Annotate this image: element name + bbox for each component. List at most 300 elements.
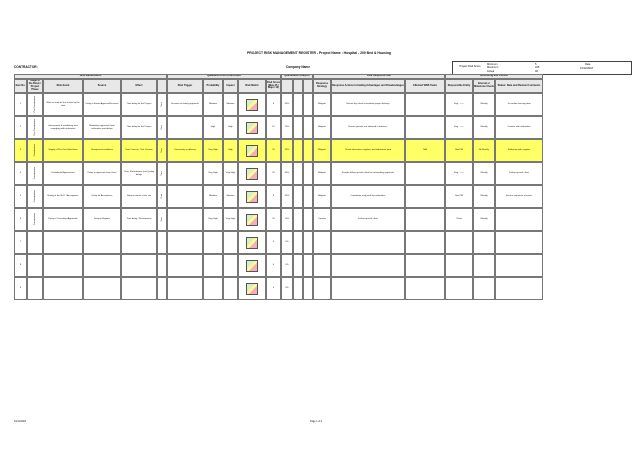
table-row-8-response_actions [331, 254, 405, 277]
table-row-7-interval [473, 231, 495, 254]
table-row-7-risk_matrix [238, 231, 266, 254]
cell-impact: High [228, 126, 233, 129]
column-header-label: Affected WBS Tasks [412, 83, 438, 87]
cell-interval: Weekly [480, 195, 488, 198]
table-row-8-risk_matrix [238, 254, 266, 277]
table-row-3-risk_matrix [238, 139, 266, 162]
risk-matrix-chart [246, 99, 258, 111]
cell-effect: Time Overrun, Cost Overrun [125, 149, 153, 152]
column-header-label: Stage In the Basic / Project Phase [28, 79, 42, 91]
table-row-8-trigger [157, 254, 167, 277]
table-row-4-interval [473, 162, 495, 185]
table-row-8-response_strategy [313, 254, 331, 277]
cell-affected: N/A [423, 149, 427, 152]
table-row-1-risk_score [266, 93, 281, 116]
cell-actions: Coordinate early with the authorities [350, 195, 386, 198]
table-row-3-blank1 [293, 139, 303, 162]
table-row-8-status [495, 254, 543, 277]
cell-interval: Weekly [480, 218, 488, 221]
table-row-4-item [14, 162, 27, 185]
cell-actions: Ensure permits are obtained in advance [348, 126, 388, 129]
cell-strategy: Mitigate [318, 195, 326, 198]
column-header-source [83, 79, 121, 93]
score-actual-label: Actual [487, 69, 495, 73]
cell-risk_event: Delay of Consultant Approvals [48, 218, 78, 221]
table-row-4-impact [223, 162, 238, 185]
cell-item: 3 [19, 149, 22, 152]
table-row-5-source [83, 185, 121, 208]
table-row-6-risk_score [266, 208, 281, 231]
project-risk-score-box [452, 61, 632, 75]
column-header-label: Status: Date and Review Comments [497, 83, 541, 87]
table-row-4-probability [203, 162, 223, 185]
score-max-value: 225 [535, 66, 540, 69]
table-row-1-effect [121, 93, 157, 116]
cell-score: 0 [272, 241, 275, 244]
table-row-9-blank1 [293, 277, 303, 300]
table-row-8-responsible [445, 254, 473, 277]
table-row-2-item [14, 116, 27, 139]
column-header-effect [121, 79, 157, 93]
table-row-8-blank1 [293, 254, 303, 277]
table-row-3-risk_event [43, 139, 83, 162]
cell-score: 9 [272, 103, 275, 106]
table-row-3-affected_wbs [405, 139, 445, 162]
table-row-3-trigger_detail [167, 139, 203, 162]
table-row-3-responsible [445, 139, 473, 162]
table-row-4-stage [27, 162, 43, 185]
table-row-7-risk_event [43, 231, 83, 254]
cell-pct: 0% [285, 241, 289, 244]
table-row-2-effect [121, 116, 157, 139]
column-header-item [14, 79, 27, 93]
table-row-8-source [83, 254, 121, 277]
table-row-2-status [495, 116, 543, 139]
table-row-5-trigger_detail [167, 185, 203, 208]
table-row-1-source [83, 93, 121, 116]
cell-strategy: Mitigate [318, 172, 326, 175]
column-header-response_strategy [313, 79, 331, 93]
column-header-label: Impact [226, 83, 235, 87]
cell-source: Delay in Estate Approval/Decision [85, 103, 119, 106]
cell-impact: High [228, 149, 233, 152]
table-row-3-blank2 [303, 139, 313, 162]
cell-pct: 60% [284, 172, 290, 175]
cell-risk_event: Confidential Agreements [51, 172, 75, 175]
column-header-impact [223, 79, 238, 93]
table-row-1-trigger [157, 93, 167, 116]
column-header-affected_wbs [405, 79, 445, 93]
table-row-2-affected_wbs [405, 116, 445, 139]
table-row-6-trigger_detail [167, 208, 203, 231]
table-row-1-probability [203, 93, 223, 116]
table-row-6-blank2 [303, 208, 313, 231]
table-row-6-affected_wbs [405, 208, 445, 231]
cell-item: 9 [19, 287, 22, 290]
cell-score: 9 [272, 195, 275, 198]
project-risk-score-label: Project Risk Score [459, 65, 481, 68]
table-row-9-item [14, 277, 27, 300]
cell-trigger_detail: Decision on timely approvals [171, 103, 199, 106]
risk-matrix-chart [246, 260, 258, 272]
cell-score: 20 [272, 149, 275, 152]
cell-effect: Time, Performance and Quality delays [123, 170, 155, 176]
column-header-response_actions [331, 79, 405, 93]
table-row-5-response_strategy [313, 185, 331, 208]
table-row-3-response_actions [331, 139, 405, 162]
table-row-5-blank1 [293, 185, 303, 208]
cell-score: 0 [272, 287, 275, 290]
column-header-label: Risk Score (Max 25 / Major 10) [267, 80, 280, 90]
table-row-9-impact [223, 277, 238, 300]
table-row-3-response_strategy [313, 139, 331, 162]
table-row-1-responsible [445, 93, 473, 116]
table-row-6-probability [203, 208, 223, 231]
table-row-3-pct [281, 139, 293, 162]
table-row-7-response_strategy [313, 231, 331, 254]
table-row-9-status [495, 277, 543, 300]
footer-date: 10/12/2018 [14, 420, 26, 423]
cell-risk_event: Government & mandatory fees complying with authorities [48, 124, 78, 130]
cell-probability: Very High [208, 172, 218, 175]
cell-status: Follow-up with client [509, 172, 529, 175]
table-row-2-trigger [157, 116, 167, 139]
table-row-7-responsible [445, 231, 473, 254]
table-row-3-trigger [157, 139, 167, 162]
table-row-2-response_actions [331, 116, 405, 139]
table-row-5-stage [27, 185, 43, 208]
table-row-7-source [83, 231, 121, 254]
column-header-blank2 [303, 79, 313, 93]
cell-impact: Very High [225, 172, 236, 175]
column-header-label: Source [97, 83, 107, 87]
cell-pct: 0% [285, 287, 289, 290]
table-row-2-source [83, 116, 121, 139]
cell-actions: Ensure key client to facilitate project delivery [346, 103, 390, 106]
table-row-2-stage [27, 116, 43, 139]
column-header-label: Effect [135, 83, 143, 87]
table-row-2-risk_score [266, 116, 281, 139]
table-row-6-response_strategy [313, 208, 331, 231]
cell-risk_event: Work on land for this estate by the start [46, 101, 80, 107]
column-header-responsible [445, 79, 473, 93]
cell-impact: Medium [226, 103, 235, 106]
table-row-5-effect [121, 185, 157, 208]
table-row-3-interval [473, 139, 495, 162]
risk-matrix-chart [246, 283, 258, 295]
score-actual-value: 90 [535, 69, 538, 73]
cell-trigger: Cost [160, 194, 163, 199]
table-row-9-interval [473, 277, 495, 300]
score-min-value: 5 [535, 62, 537, 66]
table-row-7-probability [203, 231, 223, 254]
table-row-7-effect [121, 231, 157, 254]
risk-matrix-chart [246, 191, 258, 203]
cell-trigger: Time [160, 102, 163, 107]
section-label: Monitoring and Control [480, 74, 508, 78]
table-row-9-response_actions [331, 277, 405, 300]
cell-responsible: Site PM [455, 149, 463, 152]
table-row-6-response_actions [331, 208, 405, 231]
risk-register-table [14, 74, 630, 307]
table-row-5-pct [281, 185, 293, 208]
column-header-pct [281, 79, 293, 93]
cell-responsible: Eng. ------ [454, 126, 464, 129]
table-row-1-impact [223, 93, 238, 116]
cell-effect: Time delay / Performance [126, 218, 152, 221]
cell-probability: Medium [209, 195, 217, 198]
table-row-2-response_strategy [313, 116, 331, 139]
cell-strategy: Mitigate [318, 103, 326, 106]
cell-status: To confirm housing data [507, 103, 531, 106]
section-label: Quantitative Analysis [284, 74, 310, 78]
cell-stage: Construction [33, 144, 36, 157]
table-row-4-effect [121, 162, 157, 185]
table-row-8-item [14, 254, 27, 277]
table-row-6-impact [223, 208, 238, 231]
cell-item: 2 [19, 126, 22, 129]
cell-item: 6 [19, 218, 22, 221]
cell-source: Delay in Reports [93, 218, 111, 221]
table-row-9-effect [121, 277, 157, 300]
cell-score: 25 [272, 218, 275, 221]
table-row-9-blank2 [303, 277, 313, 300]
table-row-9-risk_score [266, 277, 281, 300]
table-row-9-stage [27, 277, 43, 300]
table-row-4-blank1 [293, 162, 303, 185]
table-row-6-pct [281, 208, 293, 231]
table-row-1-response_actions [331, 93, 405, 116]
table-row-1-blank1 [293, 93, 303, 116]
table-row-4-source [83, 162, 121, 185]
column-header-risk_event [43, 79, 83, 93]
cell-impact: Very High [225, 218, 236, 221]
table-row-5-probability [203, 185, 223, 208]
risk-matrix-chart [246, 168, 258, 180]
cell-responsible: Eng. ------ [454, 172, 464, 175]
table-row-4-response_strategy [313, 162, 331, 185]
column-header-label: Responsible Entity [447, 83, 471, 87]
contractor-label: CONTRACTOR: [14, 65, 38, 69]
table-row-8-stage [27, 254, 43, 277]
column-header-label: Item No. [15, 83, 26, 87]
table-row-6-trigger [157, 208, 167, 231]
table-row-8-risk_score [266, 254, 281, 277]
table-row-3-effect [121, 139, 157, 162]
cell-interval: Weekly [480, 103, 488, 106]
table-row-1-pct [281, 93, 293, 116]
date-value: 10/12/2018 [580, 67, 593, 70]
column-header-label: Risk Event [56, 83, 70, 87]
table-row-5-trigger [157, 185, 167, 208]
cell-stage: Construction [33, 213, 36, 226]
cell-item: 1 [19, 103, 22, 106]
cell-probability: Very High [208, 218, 218, 221]
cell-impact: Medium [226, 195, 235, 198]
cell-interval: Weekly [480, 126, 488, 129]
table-row-9-risk_matrix [238, 277, 266, 300]
table-row-7-response_actions [331, 231, 405, 254]
table-row-7-status [495, 231, 543, 254]
table-row-4-response_actions [331, 162, 405, 185]
table-row-9-response_strategy [313, 277, 331, 300]
cell-source: Unexpected conditions [90, 149, 114, 152]
table-row-6-effect [121, 208, 157, 231]
table-row-5-response_actions [331, 185, 405, 208]
table-row-8-risk_event [43, 254, 83, 277]
table-row-8-pct [281, 254, 293, 277]
table-row-8-interval [473, 254, 495, 277]
cell-responsible: Eng. ------ [454, 103, 464, 106]
table-row-3-item [14, 139, 27, 162]
table-row-1-status [495, 93, 543, 116]
cell-status: Follow-up with supplier [507, 149, 531, 152]
risk-matrix-chart [246, 122, 258, 134]
table-row-6-item [14, 208, 27, 231]
table-row-1-trigger_detail [167, 93, 203, 116]
table-row-9-probability [203, 277, 223, 300]
table-row-4-affected_wbs [405, 162, 445, 185]
section-label: Risk Response Plan [367, 74, 391, 78]
column-header-label: Risk Trigger [177, 83, 193, 87]
table-row-9-pct [281, 277, 293, 300]
table-row-5-interval [473, 185, 495, 208]
table-row-6-status [495, 208, 543, 231]
column-header-blank1 [293, 79, 303, 93]
cell-pct: 50% [284, 195, 290, 198]
cell-score: 25 [272, 172, 275, 175]
table-row-5-risk_event [43, 185, 83, 208]
cell-trigger: Time [160, 171, 163, 176]
table-row-6-interval [473, 208, 495, 231]
table-row-3-risk_score [266, 139, 281, 162]
table-row-3-source [83, 139, 121, 162]
column-header-label: Interval or Milestone Check [474, 82, 494, 88]
cell-interval: Weekly [480, 172, 488, 175]
table-row-9-source [83, 277, 121, 300]
table-row-7-blank1 [293, 231, 303, 254]
table-row-7-stage [27, 231, 43, 254]
table-row-8-blank2 [303, 254, 313, 277]
table-row-9-trigger_detail [167, 277, 203, 300]
risk-matrix-chart [246, 237, 258, 249]
cell-source: Delay in approvals from client [87, 172, 117, 175]
column-header-risk_matrix [238, 79, 266, 93]
table-row-2-blank1 [293, 116, 303, 139]
table-row-9-responsible [445, 277, 473, 300]
column-header-trigger [157, 79, 167, 93]
cell-probability: Very High [208, 149, 218, 152]
table-row-1-stage [27, 93, 43, 116]
column-header-probability [203, 79, 223, 93]
table-row-7-trigger_detail [167, 231, 203, 254]
table-row-4-responsible [445, 162, 473, 185]
cell-stage: Pre-Construction [33, 119, 36, 136]
risk-matrix-chart [246, 145, 258, 157]
table-row-8-effect [121, 254, 157, 277]
company-name: Company Name [285, 65, 311, 69]
cell-effect: Delay in works at the site [126, 195, 152, 198]
cell-item: 7 [19, 241, 22, 244]
table-row-7-item [14, 231, 27, 254]
table-row-2-interval [473, 116, 495, 139]
cell-pct: 30% [284, 149, 290, 152]
table-row-4-risk_matrix [238, 162, 266, 185]
table-row-6-risk_event [43, 208, 83, 231]
table-row-9-affected_wbs [405, 277, 445, 300]
table-row-7-trigger [157, 231, 167, 254]
table-row-1-risk_matrix [238, 93, 266, 116]
column-header-interval [473, 79, 495, 93]
table-row-6-responsible [445, 208, 473, 231]
table-row-2-pct [281, 116, 293, 139]
table-row-8-impact [223, 254, 238, 277]
cell-trigger_detail: Uncertainty in delivery [174, 149, 196, 152]
table-row-1-affected_wbs [405, 93, 445, 116]
column-header-label: Probability [206, 83, 220, 87]
cell-trigger: Time [160, 148, 163, 153]
table-row-4-trigger [157, 162, 167, 185]
score-max-label: Maximum [487, 66, 499, 69]
table-row-4-risk_score [266, 162, 281, 185]
table-row-2-probability [203, 116, 223, 139]
table-row-9-trigger [157, 277, 167, 300]
table-row-3-probability [203, 139, 223, 162]
cell-source: Delay for Acceptance [91, 195, 113, 198]
column-header-trigger_detail [167, 79, 203, 93]
table-row-4-trigger_detail [167, 162, 203, 185]
column-header-risk_score [266, 79, 281, 93]
table-row-5-status [495, 185, 543, 208]
column-header-label: Response Actions Including Advantages and Disadvantages [332, 83, 404, 87]
table-row-2-risk_matrix [238, 116, 266, 139]
table-row-7-risk_score [266, 231, 281, 254]
score-min-label: Minimum [487, 62, 498, 66]
cell-source: Mandatory approvals from authorities and delays [89, 124, 115, 130]
table-row-9-risk_event [43, 277, 83, 300]
cell-item: 5 [19, 195, 22, 198]
column-header-status [495, 79, 543, 93]
cell-responsible: Site PM [455, 195, 463, 198]
table-row-1-response_strategy [313, 93, 331, 116]
cell-risk_event: Supply of Pre-Cast Slab Items [48, 149, 78, 152]
cell-probability: Medium [209, 103, 217, 106]
table-row-4-blank2 [303, 162, 313, 185]
cell-probability: High [210, 126, 216, 129]
cell-interval: Bi-Weekly [479, 149, 489, 152]
cell-pct: 70% [284, 126, 290, 129]
cell-strategy: Mitigate [318, 126, 326, 129]
table-row-5-item [14, 185, 27, 208]
cell-item: 8 [19, 264, 22, 267]
table-row-2-impact [223, 116, 238, 139]
column-header-stage [27, 79, 43, 93]
table-row-2-risk_event [43, 116, 83, 139]
section-label: Risk Identification [79, 74, 102, 78]
table-row-7-affected_wbs [405, 231, 445, 254]
table-row-5-risk_matrix [238, 185, 266, 208]
table-row-3-impact [223, 139, 238, 162]
footer-page: Page 1 of 1 [310, 420, 323, 423]
cell-pct: 70% [284, 218, 290, 221]
table-row-7-blank2 [303, 231, 313, 254]
table-row-3-status [495, 139, 543, 162]
column-header-label: Risk Matrix [245, 83, 259, 87]
table-row-8-probability [203, 254, 223, 277]
cell-stage: Pre-Construction [33, 96, 36, 113]
cell-trigger: Time [160, 217, 163, 222]
risk-matrix-chart [246, 214, 258, 226]
